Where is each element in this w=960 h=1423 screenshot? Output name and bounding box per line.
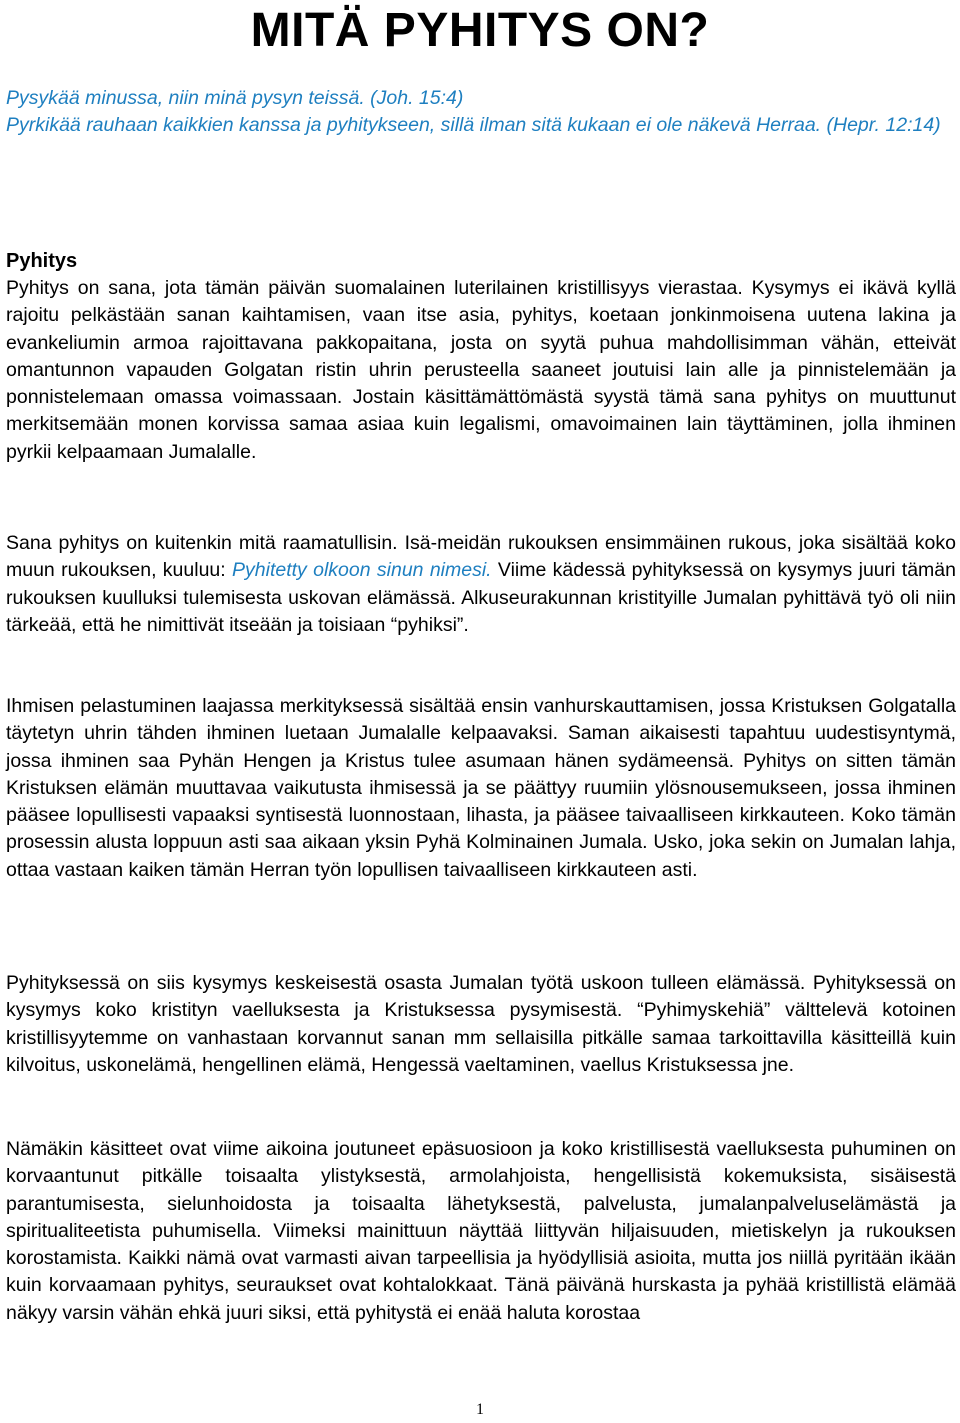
paragraph-1: Pyhitys on sana, jota tämän päivän suomalainen luterilainen kristillisyys vierastaa. Kysymys ei ikävä kyllä rajoitu pelkästään sanan kaihtamisen, vaan itse asia, pyhitys, koetaan jonkinmoisena uutena lakina ja evankeliumin armoa rajoittavana pakkopaitana, josta on syytä puhua mahdollisimman vähän, etteivät omantunnon vapauden Golgatan ristin uhrin perusteella saaneet joutuisi lain alle ja pinnistelemään ja ponnistelemaan omassa voimassaan. Jostain käsittämättömästä syystä tämä sana pyhitys on muuttunut merkitsemään monen korvissa samaa asiaa kuin legalismi, omavoimainen lain täyttäminen, jolla ihminen pyrkii kelpaamaan Jumalalle.: [6, 277, 956, 463]
paragraph-3: Ihmisen pelastuminen laajassa merkityksessä sisältää ensin vanhurskauttamisen, jossa Kristuksen Golgatalla täytetyn uhrin tähden ihminen luetaan Jumalalle kelpaavaksi. Saman aikaisesti tapahtuu uudestisyntymä, jossa ihminen saa Pyhän Hengen ja Kristus tulee asumaan hänen sydämeensä. Pyhitys on sitten tämän Kristuksen elämän muuttavaa vaikutusta ihmisessä ja se päättyy ruumiin ylösnousemukseen, jossa ihminen pääsee lopullisesti vapaaksi syntisestä luonnostaan, lihasta, ja pääsee taivaalliseen kirkkauteen. Koko tämän prosessin alusta loppuun asti saa aikaan yksin Pyhä Kolminainen Jumala. Usko, joka sekin on Jumalan lahja, ottaa vastaan kaiken tämän Herran työn lopullisen taivaalliseen kirkkauteen asti.: [6, 695, 956, 881]
paragraph-5: Nämäkin käsitteet ovat viime aikoina joutuneet epäsuosioon ja koko kristillisestä vaelluksesta puhuminen on korvaantunut pitkälle toisaalta ylistyksestä, armolahjoista, hengellisistä kokemuksista, sisäisestä parantumisesta, sielunhoidosta ja toisaalta lähetyksestä, palvelusta, jumalanpalveluselämästä ja spiritualiteetista puhumisella. Viimeksi mainittuun näyttää liittyvän hiljaisuuden, mietiskelyn ja rukouksen korostamista. Kaikki nämä ovat varmasti aivan tarpeellisia ja hyödyllisiä asioita, mutta jos niillä pyritään ikään kuin korvaamaan pyhitys, seuraukset ovat kohtalokkaat. Tänä päivänä hurskasta ja pyhää kristillistä elämää näkyy varsin vähän ehkä juuri siksi, että pyhitystä ei enää haluta korostaa: [6, 1138, 956, 1324]
section-heading: Pyhitys: [6, 250, 78, 272]
page-number: 1: [476, 1401, 484, 1418]
section-paragraph-2: [6, 530, 956, 639]
paragraph-4: Pyhityksessä on siis kysymys keskeisestä osasta Jumalan työtä uskoon tulleen elämässä. Pyhityksessä on kysymys koko kristityn vaelluksesta ja Kristuksessa pysymisestä. “Pyhimyskehiä” välttelevä kotoinen kristillisyytemme on vanhastaan korvannut sanan mm sellaisilla pitkälle samaa tarkoittavilla käsitteillä kuin kilvoitus, uskonelämä, hengellinen elämä, Hengessä vaeltaminen, vaellus Kristuksessa jne.: [6, 972, 956, 1076]
section-paragraph-3: [6, 693, 956, 884]
bible-verses: [6, 85, 956, 139]
section-paragraph-4: [6, 970, 956, 1079]
paragraph-2-start: Sana pyhitys on kuitenkin mitä raamatullisin. Isä-meidän rukouksen ensimmäinen rukous, joka sisältää koko muun rukouksen, kuuluu:: [6, 532, 956, 582]
verse-line: Pyrkikää rauhaan kaikkien kanssa ja pyhitykseen, sillä ilman sitä kukaan ei ole näkevä Herraa. (Hepr. 12:14): [6, 114, 941, 136]
section-paragraph-5: [6, 1136, 956, 1327]
lords-prayer-quote: Pyhitetty olkoon sinun nimesi.: [232, 559, 492, 582]
paragraph-2: [6, 530, 956, 639]
section-pyhitys: [6, 248, 956, 466]
paragraph-2-end: Viime kädessä pyhityksessä on kysymys juuri tämän rukouksen kuulluksi tulemisesta uskovan elämässä. Alkuseurakunnan kristityille Jumalan pyhittävä työ oli niin tärkeää, että he nimittivät itseään ja toisiaan “pyhiksi”.: [6, 559, 956, 636]
verse-line: Pysykää minussa, niin minä pysyn teissä. (Joh. 15:4): [6, 87, 464, 109]
page-title: MITÄ PYHITYS ON?: [250, 4, 710, 57]
